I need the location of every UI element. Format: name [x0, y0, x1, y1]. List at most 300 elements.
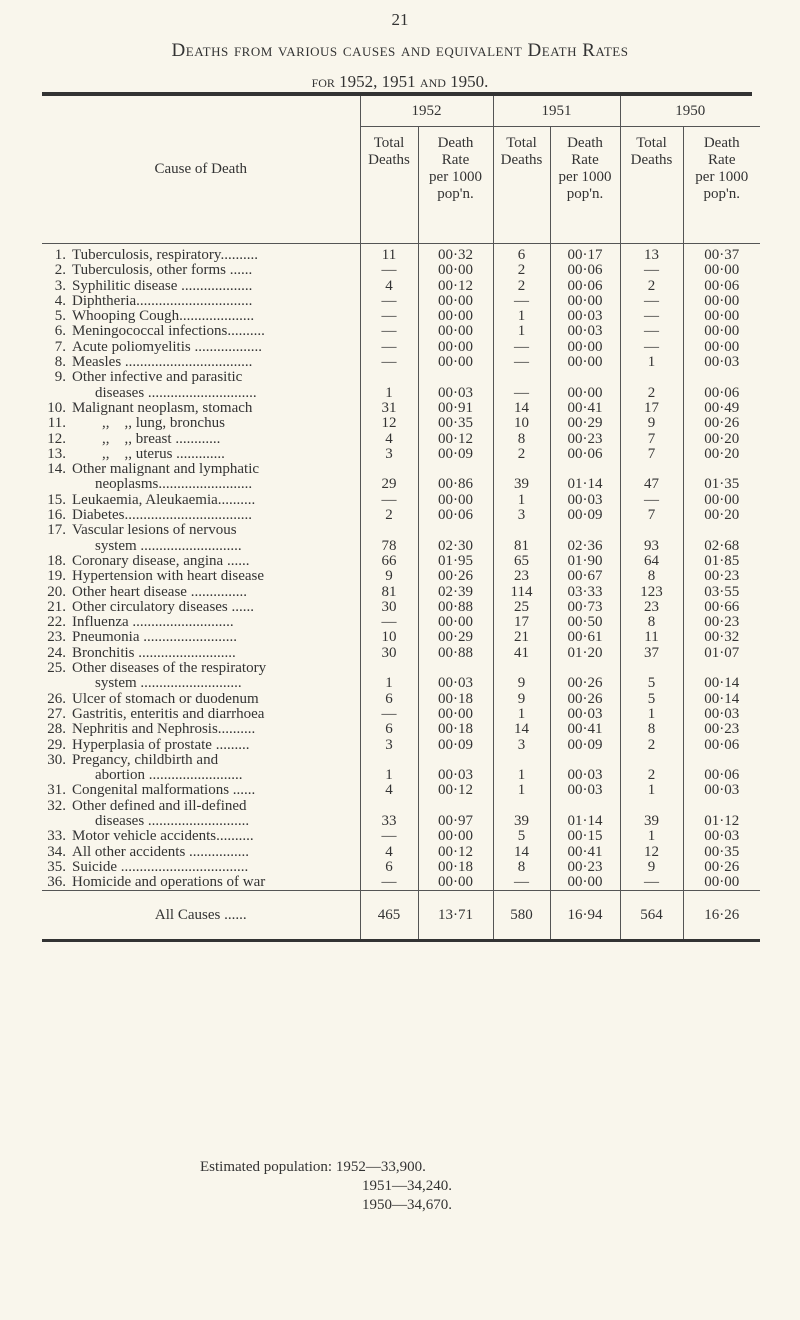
row-number: 18. — [47, 552, 66, 569]
cause-cell — [42, 244, 360, 264]
death-rate-cell: 00·26 — [683, 416, 760, 431]
death-rate-cell: 00·06 — [683, 370, 760, 401]
cause-cell — [42, 753, 360, 784]
death-rate-cell: 02·30 — [418, 523, 493, 554]
header-death-rate — [418, 127, 493, 244]
total-deaths-cell: 81 — [360, 585, 418, 600]
table-row — [42, 447, 760, 462]
death-rate-cell: 00·00 — [418, 875, 493, 891]
cause-cell — [42, 401, 360, 416]
cause-cell — [42, 692, 360, 707]
cause-label: Influenza ........................... — [72, 614, 234, 631]
total-deaths-cell: 2 — [493, 447, 550, 462]
death-rate-cell: 00·14 — [683, 692, 760, 707]
table-row — [42, 875, 760, 891]
cause-label: Diabetes.................................. — [72, 507, 252, 524]
death-rate-cell: 01·12 — [683, 799, 760, 830]
cause-cell — [42, 432, 360, 447]
table-row — [42, 462, 760, 493]
table-row — [42, 585, 760, 600]
death-rate-cell: 00·00 — [418, 355, 493, 370]
death-rate-cell: 00·41 — [550, 845, 620, 860]
cause-label: ,, ,, uterus ............. — [72, 445, 225, 462]
death-rate-cell: 00·12 — [418, 279, 493, 294]
total-deaths-cell: 29 — [360, 462, 418, 493]
total-deaths-cell: 1 — [620, 707, 683, 722]
total-deaths-cell: — — [620, 263, 683, 278]
total-deaths-cell: 81 — [493, 523, 550, 554]
cause-cell — [42, 263, 360, 278]
death-rate-cell: 00·20 — [683, 432, 760, 447]
death-rate-cell: 00·18 — [418, 722, 493, 737]
death-rate-cell: 00·00 — [683, 263, 760, 278]
death-rate-cell: 00·06 — [550, 263, 620, 278]
total-deaths-cell: — — [360, 294, 418, 309]
header-death-rate — [683, 127, 760, 244]
table-row — [42, 294, 760, 309]
total-deaths-cell: — — [360, 309, 418, 324]
total-deaths-cell: 4 — [360, 432, 418, 447]
death-rate-cell: 00·20 — [683, 508, 760, 523]
death-rate-cell: 00·26 — [418, 569, 493, 584]
death-rate-cell: 00·17 — [550, 244, 620, 264]
table-row — [42, 783, 760, 798]
death-rate-cell: 00·00 — [418, 340, 493, 355]
row-number: 17. — [47, 522, 66, 539]
death-rate-cell: 00·00 — [683, 294, 760, 309]
total-deaths-cell: — — [360, 829, 418, 844]
death-rate-cell: 00·26 — [550, 661, 620, 692]
row-number: 20. — [47, 583, 66, 600]
total-deaths-cell: 66 — [360, 554, 418, 569]
population-label: Estimated population: — [200, 1159, 333, 1175]
table-row — [42, 569, 760, 584]
cause-label: Other circulatory diseases ...... — [72, 598, 255, 615]
header-total-deaths: Total Deaths — [493, 127, 550, 244]
total-deaths-cell: 31 — [360, 401, 418, 416]
death-rate-cell: 00·12 — [418, 845, 493, 860]
death-rate-cell: 00·00 — [550, 355, 620, 370]
death-rate-cell: 01·20 — [550, 646, 620, 661]
cause-label: Bronchitis .......................... — [72, 644, 236, 661]
death-rate-cell: 02·39 — [418, 585, 493, 600]
death-rate-cell: 00·09 — [550, 738, 620, 753]
header-total-deaths: Total Deaths — [360, 127, 418, 244]
row-number: 31. — [47, 782, 66, 799]
death-rate-cell: 00·50 — [550, 615, 620, 630]
death-rate-cell: 00·03 — [418, 370, 493, 401]
row-number: 19. — [47, 568, 66, 585]
header-death-rate-line: Death — [703, 135, 740, 151]
total-deaths-cell: 11 — [360, 244, 418, 264]
death-rate-cell: 00·03 — [550, 783, 620, 798]
death-rate-cell: 01·14 — [550, 799, 620, 830]
death-rate-cell: 00·00 — [418, 707, 493, 722]
death-rate-cell: 00·03 — [683, 355, 760, 370]
cause-label: Motor vehicle accidents.......... — [72, 828, 254, 845]
cause-label: Gastritis, enteritis and diarrhoea — [72, 705, 265, 722]
cause-label: Suicide .................................. — [72, 858, 249, 875]
death-rate-cell: 03·55 — [683, 585, 760, 600]
cause-label: Other infective and parasitic — [72, 369, 243, 386]
total-row — [42, 891, 760, 941]
total-deaths-cell: — — [493, 370, 550, 401]
table-row — [42, 401, 760, 416]
row-number: 28. — [47, 721, 66, 738]
total-deaths-cell: 47 — [620, 462, 683, 493]
death-rate-cell: 01·07 — [683, 646, 760, 661]
total-deaths-cell: 1 — [493, 324, 550, 339]
cause-label-continued: diseases ............................. — [95, 384, 257, 401]
death-rate-cell: 00·23 — [683, 569, 760, 584]
header-death-rate-line: Rate — [708, 152, 736, 168]
total-deaths-cell: 1 — [360, 370, 418, 401]
total-deaths-cell: — — [360, 707, 418, 722]
row-number: 22. — [47, 614, 66, 631]
cause-label: Other heart disease ............... — [72, 583, 247, 600]
cause-cell — [42, 416, 360, 431]
death-rate-cell: 00·73 — [550, 600, 620, 615]
total-deaths-cell: 8 — [493, 860, 550, 875]
total-deaths-cell: 2 — [493, 263, 550, 278]
total-deaths-cell: 2 — [493, 279, 550, 294]
table-row — [42, 493, 760, 508]
cause-label: Nephritis and Nephrosis.......... — [72, 721, 256, 738]
total-deaths-cell: 9 — [493, 661, 550, 692]
death-rate-cell: 00·35 — [418, 416, 493, 431]
total-deaths-cell: 21 — [493, 630, 550, 645]
total-deaths-cell: 37 — [620, 646, 683, 661]
row-number: 15. — [47, 491, 66, 508]
table-row — [42, 432, 760, 447]
cause-label: Measles .................................. — [72, 354, 253, 371]
total-deaths-cell: 1 — [493, 753, 550, 784]
total-deaths-cell: 64 — [620, 554, 683, 569]
cause-label: Vascular lesions of nervous — [72, 522, 237, 539]
total-deaths-cell: — — [620, 875, 683, 891]
total-deaths-cell: — — [493, 340, 550, 355]
header-death-rate-line: pop'n. — [703, 186, 740, 202]
total-deaths-cell: 41 — [493, 646, 550, 661]
total-deaths-cell: 14 — [493, 845, 550, 860]
death-rate-cell: 01·14 — [550, 462, 620, 493]
death-rate-cell: 01·90 — [550, 554, 620, 569]
total-deaths-cell: — — [620, 309, 683, 324]
cause-label: Syphilitic disease ................... — [72, 277, 253, 294]
table-row — [42, 753, 760, 784]
row-number: 24. — [47, 644, 66, 661]
death-rate-cell: 00·00 — [418, 324, 493, 339]
total-deaths: 580 — [493, 891, 550, 941]
cause-label: Tuberculosis, respiratory.......... — [72, 247, 258, 263]
total-deaths-cell: — — [493, 355, 550, 370]
row-number: 33. — [47, 828, 66, 845]
total-deaths-cell: 5 — [620, 661, 683, 692]
total-deaths-cell: 5 — [620, 692, 683, 707]
total-deaths-cell: — — [620, 324, 683, 339]
cause-cell — [42, 294, 360, 309]
total-deaths-cell: 33 — [360, 799, 418, 830]
cause-label: ,, ,, breast ............ — [72, 430, 221, 447]
death-rate-cell: 00·00 — [683, 324, 760, 339]
total-deaths-cell: 39 — [493, 799, 550, 830]
row-number: 30. — [47, 751, 66, 768]
table-row — [42, 722, 760, 737]
death-rate-cell: 00·00 — [418, 615, 493, 630]
header-death-rate-line: pop'n. — [437, 186, 474, 202]
row-number: 35. — [47, 858, 66, 875]
row-number: 36. — [47, 874, 66, 891]
cause-cell — [42, 860, 360, 875]
cause-label-continued: abortion ......................... — [95, 767, 243, 784]
total-deaths-cell: 17 — [493, 615, 550, 630]
total-deaths: 564 — [620, 891, 683, 941]
total-death-rate: 16·94 — [550, 891, 620, 941]
death-rate-cell: 00·67 — [550, 569, 620, 584]
total-deaths-cell: 9 — [360, 569, 418, 584]
cause-cell — [42, 646, 360, 661]
death-rate-cell: 00·00 — [683, 309, 760, 324]
total-deaths-cell: 23 — [620, 600, 683, 615]
total-death-rate: 16·26 — [683, 891, 760, 941]
death-rate-cell: 00·03 — [550, 753, 620, 784]
header-death-rate-line: per 1000 — [429, 169, 482, 185]
cause-label: Hypertension with heart disease — [72, 568, 265, 585]
total-deaths-cell: 2 — [620, 753, 683, 784]
cause-cell — [42, 508, 360, 523]
death-rate-cell: 00·23 — [683, 722, 760, 737]
header-death-rate-line: Death — [437, 135, 474, 151]
death-rate-cell: 00·18 — [418, 692, 493, 707]
total-deaths-cell: 30 — [360, 646, 418, 661]
total-deaths-cell: 114 — [493, 585, 550, 600]
total-deaths-cell: 123 — [620, 585, 683, 600]
death-rate-cell: 02·68 — [683, 523, 760, 554]
total-deaths-cell: 1 — [493, 707, 550, 722]
death-rate-cell: 00·00 — [550, 370, 620, 401]
cause-label-continued: system ........................... — [95, 537, 242, 554]
cause-cell — [42, 707, 360, 722]
row-number: 27. — [47, 705, 66, 722]
total-deaths-cell: 10 — [360, 630, 418, 645]
death-rate-cell: 00·23 — [550, 432, 620, 447]
total-deaths-cell: 2 — [620, 279, 683, 294]
death-rate-cell: 00·00 — [683, 875, 760, 891]
death-rate-cell: 00·26 — [683, 860, 760, 875]
total-deaths-cell: — — [493, 875, 550, 891]
total-deaths-cell: 17 — [620, 401, 683, 416]
row-number: 5. — [54, 308, 66, 325]
total-deaths-cell: 5 — [493, 829, 550, 844]
total-deaths-cell: 1 — [493, 783, 550, 798]
total-deaths-cell: 7 — [620, 508, 683, 523]
row-number: 2. — [54, 262, 66, 279]
table-row — [42, 860, 760, 875]
death-rate-cell: 00·09 — [550, 508, 620, 523]
death-rate-cell: 00·23 — [550, 860, 620, 875]
death-rate-cell: 00·09 — [418, 738, 493, 753]
row-number: 29. — [47, 736, 66, 753]
death-rate-cell: 00·66 — [683, 600, 760, 615]
row-number: 26. — [47, 690, 66, 707]
total-deaths-cell: 4 — [360, 279, 418, 294]
cause-cell — [42, 324, 360, 339]
population-line: 1952—33,900. — [335, 1159, 426, 1175]
cause-cell — [42, 783, 360, 798]
death-rate-cell: 01·85 — [683, 554, 760, 569]
total-death-rate: 13·71 — [418, 891, 493, 941]
cause-cell — [42, 799, 360, 830]
total-deaths-cell: 9 — [620, 416, 683, 431]
total-deaths-cell: 1 — [360, 753, 418, 784]
table-row — [42, 600, 760, 615]
cause-cell — [42, 340, 360, 355]
death-rate-cell: 00·91 — [418, 401, 493, 416]
cause-cell — [42, 523, 360, 554]
total-deaths-cell: 78 — [360, 523, 418, 554]
death-rate-cell: 00·03 — [683, 783, 760, 798]
row-number: 16. — [47, 507, 66, 524]
death-rate-cell: 00·97 — [418, 799, 493, 830]
death-rate-cell: 00·35 — [683, 845, 760, 860]
death-rate-cell: 00·06 — [683, 753, 760, 784]
total-deaths-cell: 93 — [620, 523, 683, 554]
death-rate-cell: 00·06 — [550, 279, 620, 294]
total-deaths-cell: 25 — [493, 600, 550, 615]
total-deaths-cell: 3 — [493, 738, 550, 753]
death-rate-cell: 01·95 — [418, 554, 493, 569]
header-cause: Cause of Death — [42, 96, 360, 244]
death-rate-cell: 00·00 — [418, 294, 493, 309]
cause-label: Ulcer of stomach or duodenum — [72, 690, 259, 707]
page-subtitle: for 1952, 1951 and 1950. — [311, 72, 489, 91]
cause-cell — [42, 569, 360, 584]
death-rate-cell: 00·03 — [683, 829, 760, 844]
death-rate-cell: 00·88 — [418, 646, 493, 661]
total-deaths-cell: 2 — [620, 370, 683, 401]
death-rate-cell: 00·15 — [550, 829, 620, 844]
total-deaths-cell: 13 — [620, 244, 683, 264]
header-death-rate-line: per 1000 — [558, 169, 612, 185]
death-rate-cell: 00·00 — [418, 263, 493, 278]
row-number: 6. — [54, 323, 66, 340]
total-deaths-cell: 39 — [493, 462, 550, 493]
total-deaths-cell: 12 — [360, 416, 418, 431]
total-deaths-cell: 23 — [493, 569, 550, 584]
total-deaths-cell: 8 — [493, 432, 550, 447]
death-rate-cell: 00·14 — [683, 661, 760, 692]
total-deaths-cell: 1 — [620, 355, 683, 370]
total-deaths-cell: 1 — [360, 661, 418, 692]
death-rate-cell: 00·29 — [550, 416, 620, 431]
table-row — [42, 630, 760, 645]
total-deaths-cell: 4 — [360, 783, 418, 798]
total-deaths-cell: 1 — [620, 829, 683, 844]
total-deaths-cell: — — [360, 340, 418, 355]
total-deaths-cell: 9 — [620, 860, 683, 875]
death-rate-cell: 02·36 — [550, 523, 620, 554]
row-number: 7. — [54, 338, 66, 355]
cause-cell — [42, 722, 360, 737]
cause-label-continued: neoplasms......................... — [95, 476, 253, 493]
death-rate-cell: 00·03 — [550, 324, 620, 339]
row-number: 21. — [47, 598, 66, 615]
cause-label: Tuberculosis, other forms ...... — [72, 262, 253, 279]
cause-label: Leukaemia, Aleukaemia.......... — [72, 491, 256, 508]
table-row — [42, 355, 760, 370]
death-rate-cell: 00·03 — [418, 661, 493, 692]
death-rate-cell: 00·00 — [418, 493, 493, 508]
death-rate-cell: 00·26 — [550, 692, 620, 707]
death-rate-cell: 00·41 — [550, 401, 620, 416]
total-deaths-cell: 6 — [360, 860, 418, 875]
table-row — [42, 508, 760, 523]
total-deaths-cell: 2 — [620, 738, 683, 753]
death-rate-cell: 00·37 — [683, 244, 760, 264]
total-deaths-cell: 6 — [360, 722, 418, 737]
cause-cell — [42, 615, 360, 630]
cause-label: Whooping Cough.................... — [72, 308, 255, 325]
death-rate-cell: 00·03 — [550, 493, 620, 508]
total-deaths-cell: 4 — [360, 845, 418, 860]
population-line: 1950—34,670. — [362, 1197, 452, 1213]
cause-cell — [42, 630, 360, 645]
row-number: 25. — [47, 660, 66, 677]
cause-label: Other diseases of the respiratory — [72, 660, 267, 677]
population-line: 1951—34,240. — [362, 1178, 452, 1194]
total-deaths-cell: 65 — [493, 554, 550, 569]
total-deaths-cell: 6 — [360, 692, 418, 707]
total-deaths-cell: 3 — [360, 738, 418, 753]
page-title: Deaths from various causes and equivalent Death Rates — [171, 40, 629, 61]
cause-label-continued: system ........................... — [95, 675, 242, 692]
table-row — [42, 309, 760, 324]
header-death-rate-line: Death — [567, 135, 603, 151]
header-death-rate-line: Rate — [441, 152, 470, 168]
total-deaths-cell: 6 — [493, 244, 550, 264]
table-row — [42, 279, 760, 294]
total-deaths-cell: — — [360, 263, 418, 278]
death-rate-cell: 00·00 — [550, 340, 620, 355]
cause-label: Diphtheria............................... — [72, 292, 253, 309]
table-row — [42, 738, 760, 753]
header-death-rate — [550, 127, 620, 244]
death-rate-cell: 00·29 — [418, 630, 493, 645]
death-rate-cell: 00·00 — [418, 309, 493, 324]
death-rate-cell: 00·09 — [418, 447, 493, 462]
death-rate-cell: 01·35 — [683, 462, 760, 493]
table-row — [42, 661, 760, 692]
death-rate-cell: 00·00 — [550, 875, 620, 891]
death-rate-cell: 00·61 — [550, 630, 620, 645]
total-deaths-cell: 8 — [620, 722, 683, 737]
total-deaths-cell: 3 — [493, 508, 550, 523]
total-deaths-cell: — — [620, 294, 683, 309]
row-number: 34. — [47, 843, 66, 860]
cause-cell — [42, 845, 360, 860]
death-rate-cell: 00·32 — [418, 244, 493, 264]
total-deaths-cell: 1 — [493, 309, 550, 324]
table-row — [42, 799, 760, 830]
cause-label: Pregancy, childbirth and — [72, 751, 219, 768]
cause-label-continued: diseases ........................... — [95, 812, 250, 829]
row-number: 14. — [47, 461, 66, 478]
total-deaths-cell: 1 — [620, 783, 683, 798]
death-rate-cell: 03·33 — [550, 585, 620, 600]
header-death-rate-line: pop'n. — [566, 186, 604, 202]
total-deaths-cell: 30 — [360, 600, 418, 615]
total-deaths-cell: — — [620, 340, 683, 355]
